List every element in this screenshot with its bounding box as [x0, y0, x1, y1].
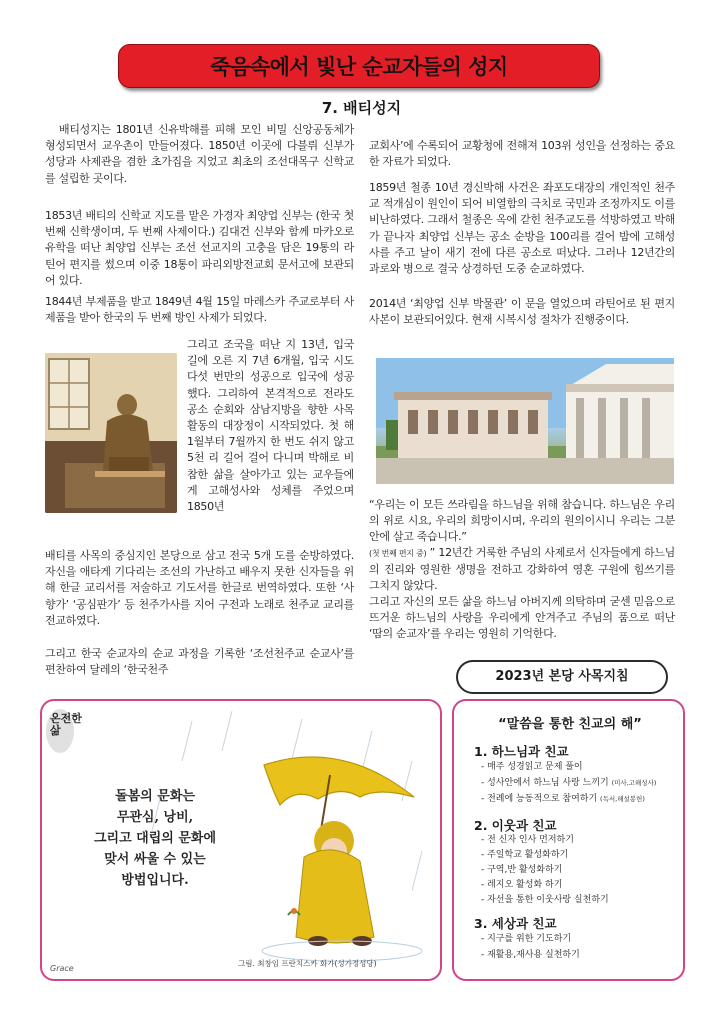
quote-line: 무관심, 낭비,: [116, 810, 194, 825]
stamp-logo: 온전한삶: [50, 712, 82, 737]
quote-note-and-reflection: (첫 번째 편지 중) ” 12년간 거룩한 주님의 사제로서 신자들에게 하느님의 진리와 영원한 생명을 전하고 강화하여 영혼 구원에 힘쓰기를 그치지 않았다.: [369, 546, 675, 593]
quote-line: 돌봄의 문화는: [115, 789, 195, 804]
guideline-item: - 레지오 활성화 하기: [481, 880, 563, 890]
illustration-credit: 그림. 최창임 프란치스카 화가(성가정성당): [238, 959, 377, 968]
guideline-item: - 재활용,재사용 실천하기: [481, 950, 580, 960]
guideline-item: - 주일학교 활성화하기: [481, 850, 569, 860]
page-banner-title: 죽음속에서 빛난 순교자들의 성지: [118, 44, 600, 88]
guideline-item: - 성사안에서 하느님 사랑 느끼기 (미사,고해성사): [481, 778, 657, 788]
year-slogan: “말씀을 통한 친교의 해”: [498, 717, 642, 732]
article-paragraph-6: 교회사’에 수록되어 교황청에 전해져 103위 성인을 선정하는 중요한 자료가 되었다.: [369, 139, 675, 169]
closing-paragraph: 그리고 자신의 모든 삶을 하느님 아버지께 의탁하며 굳센 믿음으로 뜨거운 하느님의 사랑을 우리에게 안겨주고 주님의 품으로 떠난 ‘땀의 순교자’를 우리는 영원히 기억한다.: [369, 595, 675, 641]
quote-source-note: (첫 번째 편지 중): [369, 549, 427, 558]
quote-line: 그리고 대립의 문화에: [93, 831, 217, 846]
guideline-section-heading: 3. 세상과 친교: [474, 916, 557, 931]
article-paragraph-4-narrow: 그리고 조국을 떠난 지 13년, 입국 길에 오른 지 7년 6개월, 입국 시도 다섯 번만의 성공으로 입국에 성공했다. 그리하여 본격적으로 전라도 공소 순회와 삼남지방을 향한 사목활동의 대장정이 시작되었다. 첫 해 1월부터 7월까지 한 번도 쉬지 않고 5천 리 길어 걸어 다니며 박해로 비참한 삶을 살아가고 있는 교우들에게 고해성사와 성체를 주었으며 1850년: [187, 338, 354, 514]
guideline-item: - 구역,반 활성화하기: [481, 865, 563, 875]
section-subtitle: 7. 배티성지: [321, 99, 402, 117]
artist-signature: Grace: [50, 964, 74, 973]
care-culture-quote: [60, 786, 250, 891]
quote-line: 맞서 싸울 수 있는: [104, 852, 206, 867]
article-paragraph-3: 1844년 부제품을 받고 1849년 4월 15일 마레스카 주교로부터 사제품을 받아 한국의 두 번째 방인 사제가 되었다.: [45, 295, 354, 325]
guideline-item: - 자선을 통한 이웃사랑 실천하기: [481, 895, 609, 905]
pastoral-guideline-title: 2023년 본당 사목지침: [456, 660, 668, 694]
article-paragraph-7: 1859년 철종 10년 경신박해 사건은 좌포도대장의 개인적인 천주교 적개심이 원인이 되어 비열함의 극치로 국민과 조정까지도 이를 비난하였다. 그래서 철종은 옥에 갇힌 천주교도를 석방하였고 박해가 끝나자 최양업 신부는 공소 순방을 100리를 걸어 밤에 고해성사를 주고 날이 새기 전에 다른 공소로 떠났다. 그러나 12년간의 과로와 병으로 결국 상경하던 도중 순교하였다.: [369, 181, 675, 276]
guideline-section-heading: 2. 이웃과 친교: [474, 818, 557, 833]
letter-quote: “우리는 이 모든 쓰라림을 하느님을 위해 참습니다. 하느님은 우리의 위로 시요, 우리의 희망이시며, 우리의 원의이시니 우리는 그분 안에 살고 죽습니다.”: [369, 498, 675, 544]
article-paragraph-5: 그리고 한국 순교자의 순교 과정을 기록한 ‘조선천주교 순교사’를 편찬하여 달레의 ‘한국천주: [45, 647, 354, 677]
museum-building-photo: [376, 358, 674, 484]
guideline-item: - 지구를 위한 기도하기: [481, 934, 572, 944]
guideline-item: - 전례에 능동적으로 참여하기 (독서,해설봉헌): [481, 794, 645, 804]
article-paragraph-2: 1853년 배티의 신학교 지도를 맡은 가경자 최양업 신부는 (한국 첫 번째 신학생이며, 두 번째 사제이다.) 김대건 신부와 함께 마카오로 유학을 떠난 최양업 신부는 조선 선교지의 고충을 담은 19통의 라틴어 편지를 썼으며 이중 18통이 파리외방전교회 문서고에 보관되어 있다.: [45, 209, 354, 287]
guideline-item: - 매주 성경읽고 문제 풀이: [481, 762, 583, 772]
guideline-section-heading: 1. 하느님과 친교: [474, 744, 569, 759]
article-paragraph-8: 2014년 ‘최양업 신부 박물관’ 이 문을 열었으며 라틴어로 된 편지 사본이 보관되어있다. 현재 시복시성 절차가 진행중이다.: [369, 297, 675, 327]
article-paragraph-4-wide: 배티를 사목의 중심지인 본당으로 삼고 전국 5개 도를 순방하였다. 자신을 애타게 기다리는 조선의 가난하고 배우지 못한 신자들을 위해 한글 교리서를 저술하고 기도서를 한글로 번역하였다. 또한 ‘사향가’ ‘공심판가’ 등 천주가사를 지어 구전과 노래로 천주교 교리를 전교하였다.: [45, 549, 354, 627]
article-paragraph-1: 배티성지는 1801년 신유박해를 피해 모인 비밀 신앙공동체가 형성되면서 교우촌이 만들어졌다. 1850년 이곳에 다블뤼 신부가 성당과 사제관을 겸한 초가집을 지었고 최초의 조선대목구 신학교를 설립한 곳이다.: [45, 123, 354, 185]
guideline-item: - 전 신자 인사 먼저하기: [481, 835, 574, 845]
statue-photo: [45, 353, 177, 513]
quote-line: 방법입니다.: [121, 873, 189, 888]
